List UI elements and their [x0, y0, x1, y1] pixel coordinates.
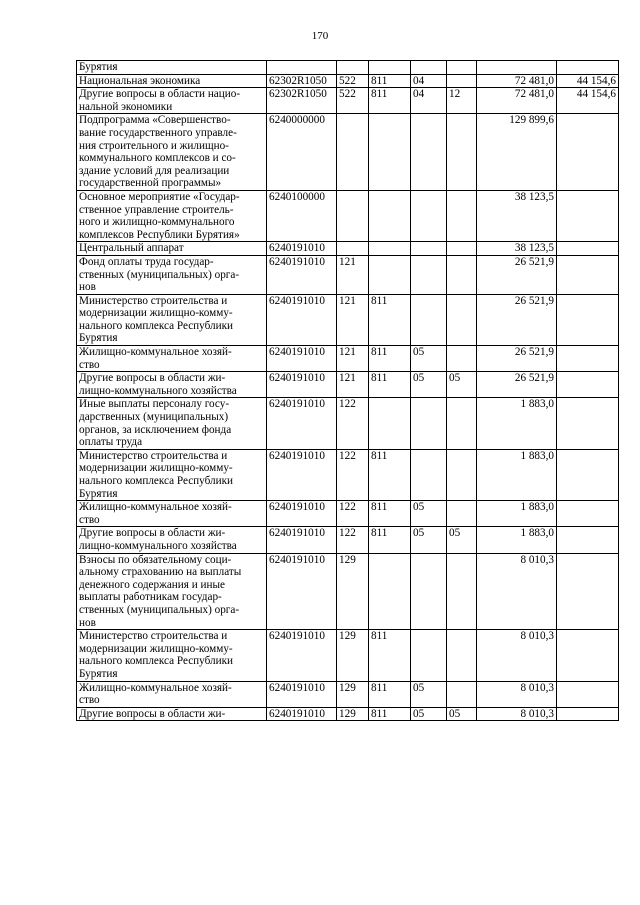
section-code-cell	[411, 242, 447, 256]
expense-type-code-cell: 122	[337, 527, 369, 553]
target-article-code-cell: 6240191010	[267, 372, 337, 398]
row-name-cell: Основное мероприятие «Государ- ственное управление строитель- ного и жилищно-коммунального комплексов Республики Бурятия»	[77, 190, 267, 241]
section-code-cell	[411, 553, 447, 630]
administrator-code-cell	[369, 190, 411, 241]
expense-type-code-cell: 121	[337, 255, 369, 294]
subsection-code-cell	[447, 501, 477, 527]
amount-secondary-cell	[557, 372, 619, 398]
subsection-code-cell	[447, 630, 477, 681]
amount-cell: 8 010,3	[477, 707, 557, 721]
amount-secondary-cell	[557, 630, 619, 681]
administrator-code-cell: 811	[369, 346, 411, 372]
section-code-cell: 05	[411, 527, 447, 553]
administrator-code-cell	[369, 398, 411, 449]
table-row	[77, 294, 619, 345]
row-name-cell: Бурятия	[77, 61, 267, 75]
amount-cell: 1 883,0	[477, 501, 557, 527]
amount-secondary-cell	[557, 707, 619, 721]
section-code-cell: 05	[411, 501, 447, 527]
amount-secondary-cell	[557, 501, 619, 527]
section-code-cell: 05	[411, 681, 447, 707]
subsection-code-cell	[447, 681, 477, 707]
table-row	[77, 681, 619, 707]
table-row	[77, 707, 619, 721]
target-article-code-cell: 6240191010	[267, 553, 337, 630]
amount-cell: 129 899,6	[477, 114, 557, 191]
administrator-code-cell	[369, 114, 411, 191]
row-name-cell: Национальная экономика	[77, 74, 267, 88]
target-article-code-cell: 6240191010	[267, 630, 337, 681]
expense-type-code-cell: 129	[337, 707, 369, 721]
section-code-cell	[411, 449, 447, 500]
amount-secondary-cell	[557, 681, 619, 707]
administrator-code-cell: 811	[369, 501, 411, 527]
target-article-code-cell: 6240191010	[267, 501, 337, 527]
administrator-code-cell: 811	[369, 74, 411, 88]
target-article-code-cell: 6240191010	[267, 294, 337, 345]
row-name-cell: Министерство строительства и модернизации жилищно-комму- нального комплекса Республики Бурятия	[77, 294, 267, 345]
table-row	[77, 242, 619, 256]
section-code-cell: 05	[411, 346, 447, 372]
target-article-code-cell: 6240191010	[267, 346, 337, 372]
target-article-code-cell: 6240191010	[267, 527, 337, 553]
section-code-cell	[411, 294, 447, 345]
section-code-cell	[411, 114, 447, 191]
row-name-cell: Фонд оплаты труда государ- ственных (муниципальных) орга- нов	[77, 255, 267, 294]
expense-type-code-cell: 122	[337, 501, 369, 527]
expense-type-code-cell	[337, 114, 369, 191]
table-row	[77, 630, 619, 681]
amount-secondary-cell	[557, 242, 619, 256]
expense-type-code-cell: 122	[337, 449, 369, 500]
table-row	[77, 501, 619, 527]
subsection-code-cell	[447, 255, 477, 294]
administrator-code-cell: 811	[369, 681, 411, 707]
amount-cell: 1 883,0	[477, 398, 557, 449]
target-article-code-cell	[267, 61, 337, 75]
amount-secondary-cell	[557, 346, 619, 372]
subsection-code-cell	[447, 114, 477, 191]
target-article-code-cell: 6240191010	[267, 681, 337, 707]
row-name-cell: Министерство строительства и модернизации жилищно-комму- нального комплекса Республики Бурятия	[77, 630, 267, 681]
amount-cell: 1 883,0	[477, 449, 557, 500]
administrator-code-cell	[369, 61, 411, 75]
section-code-cell: 04	[411, 74, 447, 88]
expense-type-code-cell	[337, 190, 369, 241]
amount-secondary-cell	[557, 398, 619, 449]
administrator-code-cell: 811	[369, 707, 411, 721]
amount-cell: 8 010,3	[477, 681, 557, 707]
row-name-cell: Жилищно-коммунальное хозяй- ство	[77, 346, 267, 372]
amount-secondary-cell	[557, 294, 619, 345]
amount-cell: 72 481,0	[477, 74, 557, 88]
amount-secondary-cell	[557, 114, 619, 191]
amount-cell: 26 521,9	[477, 372, 557, 398]
target-article-code-cell: 6240191010	[267, 707, 337, 721]
row-name-cell: Другие вопросы в области нацио- нальной экономики	[77, 88, 267, 114]
expense-type-code-cell: 522	[337, 88, 369, 114]
amount-secondary-cell: 44 154,6	[557, 88, 619, 114]
expense-type-code-cell	[337, 242, 369, 256]
administrator-code-cell	[369, 242, 411, 256]
amount-secondary-cell	[557, 190, 619, 241]
section-code-cell: 05	[411, 372, 447, 398]
subsection-code-cell: 05	[447, 372, 477, 398]
table-row	[77, 114, 619, 191]
administrator-code-cell: 811	[369, 372, 411, 398]
table-row	[77, 61, 619, 75]
row-name-cell: Центральный аппарат	[77, 242, 267, 256]
subsection-code-cell: 05	[447, 707, 477, 721]
expense-type-code-cell: 121	[337, 372, 369, 398]
expense-type-code-cell: 522	[337, 74, 369, 88]
administrator-code-cell	[369, 255, 411, 294]
subsection-code-cell	[447, 449, 477, 500]
subsection-code-cell	[447, 553, 477, 630]
target-article-code-cell: 62302R1050	[267, 74, 337, 88]
table-row	[77, 74, 619, 88]
row-name-cell: Подпрограмма «Совершенство- вание государственного управле- ния строительного и жилищно- коммунального комплексов и со- здание условий для реализации государственной программы»	[77, 114, 267, 191]
amount-secondary-cell	[557, 255, 619, 294]
amount-cell: 38 123,5	[477, 190, 557, 241]
table-row	[77, 553, 619, 630]
target-article-code-cell: 6240191010	[267, 449, 337, 500]
row-name-cell: Иные выплаты персоналу госу- дарственных (муниципальных) органов, за исключением фонда оплаты труда	[77, 398, 267, 449]
subsection-code-cell	[447, 190, 477, 241]
section-code-cell: 04	[411, 88, 447, 114]
section-code-cell	[411, 190, 447, 241]
table-row	[77, 255, 619, 294]
row-name-cell: Министерство строительства и модернизации жилищно-комму- нального комплекса Республики Бурятия	[77, 449, 267, 500]
row-name-cell: Другие вопросы в области жи- лищно-коммунального хозяйства	[77, 372, 267, 398]
row-name-cell: Другие вопросы в области жи-	[77, 707, 267, 721]
expense-type-code-cell	[337, 61, 369, 75]
row-name-cell: Жилищно-коммунальное хозяй- ство	[77, 681, 267, 707]
administrator-code-cell	[369, 553, 411, 630]
expense-type-code-cell: 129	[337, 681, 369, 707]
amount-cell: 26 521,9	[477, 294, 557, 345]
amount-secondary-cell	[557, 61, 619, 75]
row-name-cell: Взносы по обязательному соци- альному страхованию на выплаты денежного содержания и иные выплаты работникам государ- ственных (муниципальных) орга- нов	[77, 553, 267, 630]
subsection-code-cell: 05	[447, 527, 477, 553]
target-article-code-cell: 62302R1050	[267, 88, 337, 114]
table-row	[77, 372, 619, 398]
administrator-code-cell: 811	[369, 88, 411, 114]
expense-type-code-cell: 121	[337, 346, 369, 372]
subsection-code-cell	[447, 61, 477, 75]
administrator-code-cell: 811	[369, 294, 411, 345]
table-row	[77, 88, 619, 114]
subsection-code-cell	[447, 294, 477, 345]
amount-cell: 72 481,0	[477, 88, 557, 114]
administrator-code-cell: 811	[369, 630, 411, 681]
amount-cell: 26 521,9	[477, 346, 557, 372]
section-code-cell: 05	[411, 707, 447, 721]
amount-secondary-cell	[557, 553, 619, 630]
amount-cell: 1 883,0	[477, 527, 557, 553]
table-row	[77, 449, 619, 500]
row-name-cell: Жилищно-коммунальное хозяй- ство	[77, 501, 267, 527]
expense-type-code-cell: 122	[337, 398, 369, 449]
amount-cell	[477, 61, 557, 75]
target-article-code-cell: 6240100000	[267, 190, 337, 241]
target-article-code-cell: 6240191010	[267, 242, 337, 256]
section-code-cell	[411, 255, 447, 294]
subsection-code-cell	[447, 74, 477, 88]
table-row	[77, 527, 619, 553]
expense-type-code-cell: 129	[337, 553, 369, 630]
administrator-code-cell: 811	[369, 449, 411, 500]
section-code-cell	[411, 398, 447, 449]
amount-secondary-cell	[557, 527, 619, 553]
amount-cell: 38 123,5	[477, 242, 557, 256]
table-row	[77, 346, 619, 372]
amount-cell: 8 010,3	[477, 553, 557, 630]
budget-table	[76, 60, 619, 721]
table-row	[77, 398, 619, 449]
administrator-code-cell: 811	[369, 527, 411, 553]
section-code-cell	[411, 630, 447, 681]
page-number: 170	[311, 30, 329, 42]
target-article-code-cell: 6240191010	[267, 398, 337, 449]
subsection-code-cell: 12	[447, 88, 477, 114]
subsection-code-cell	[447, 398, 477, 449]
subsection-code-cell	[447, 346, 477, 372]
target-article-code-cell: 6240000000	[267, 114, 337, 191]
expense-type-code-cell: 129	[337, 630, 369, 681]
table-row	[77, 190, 619, 241]
amount-secondary-cell: 44 154,6	[557, 74, 619, 88]
amount-cell: 26 521,9	[477, 255, 557, 294]
target-article-code-cell: 6240191010	[267, 255, 337, 294]
amount-cell: 8 010,3	[477, 630, 557, 681]
expense-type-code-cell: 121	[337, 294, 369, 345]
amount-secondary-cell	[557, 449, 619, 500]
subsection-code-cell	[447, 242, 477, 256]
section-code-cell	[411, 61, 447, 75]
row-name-cell: Другие вопросы в области жи- лищно-коммунального хозяйства	[77, 527, 267, 553]
